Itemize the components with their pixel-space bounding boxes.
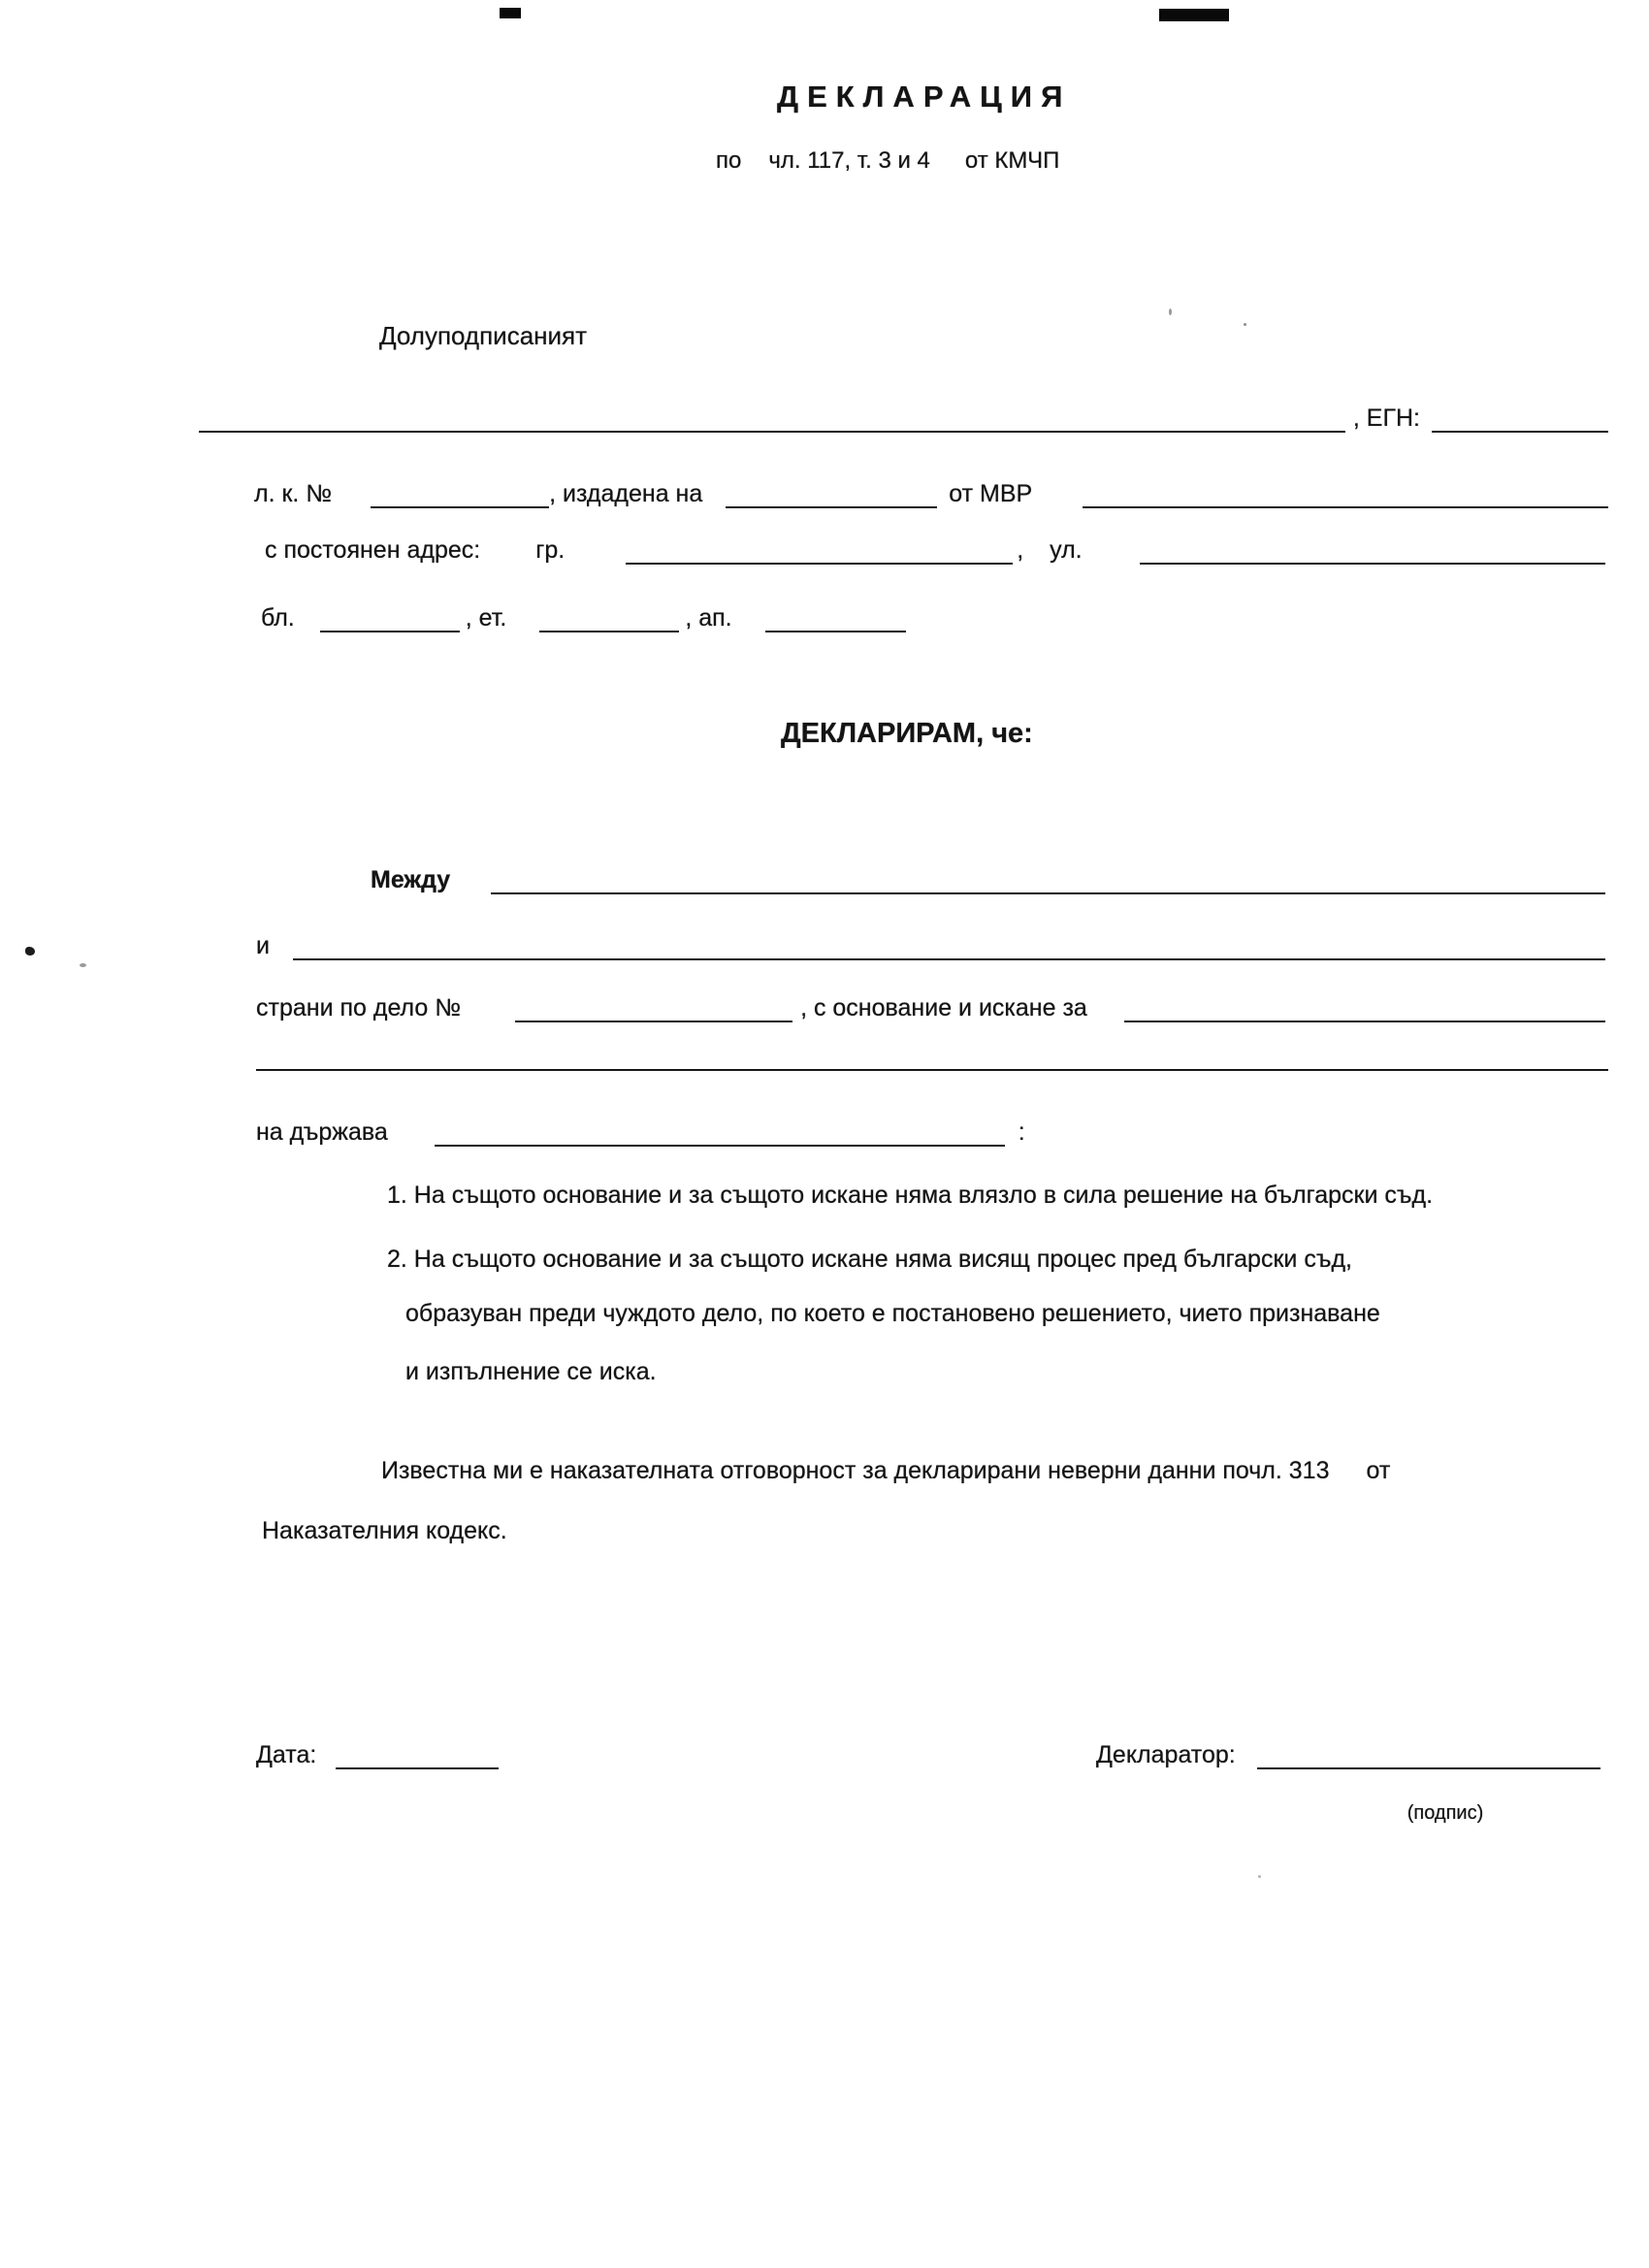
- id-number-blank: [371, 499, 549, 508]
- case-number-blank: [515, 1013, 792, 1022]
- signature-caption: (подпис): [1406, 1802, 1484, 1824]
- floor-label: , ет.: [465, 604, 507, 632]
- row-case-number: [256, 986, 1605, 1022]
- and-label: и: [256, 932, 270, 960]
- block-blank: [320, 623, 460, 632]
- scan-speck: [1258, 1875, 1261, 1878]
- intro-label: Долуподписаният: [379, 321, 588, 350]
- grounds-continuation-blank: [256, 1069, 1608, 1071]
- apartment-blank: [765, 623, 906, 632]
- date-blank: [336, 1760, 499, 1769]
- row-name-egn: [199, 396, 1608, 433]
- liability-line-1-row: [381, 1457, 1390, 1490]
- floor-blank: [539, 623, 679, 632]
- city-comma: ,: [1017, 536, 1024, 565]
- issue-date-blank: [726, 499, 937, 508]
- row-and: [256, 925, 1605, 960]
- block-label: бл.: [261, 604, 295, 632]
- subtitle-article: чл. 117, т. 3 и 4: [768, 147, 930, 174]
- scan-artifact-top-left: [500, 8, 521, 18]
- party-one-blank: [491, 885, 1605, 894]
- between-label: Между: [371, 866, 451, 894]
- statement-item-2: 2. На същото основание и за същото искане няма висящ процес пред български съд,: [387, 1246, 1352, 1273]
- declare-heading: ДЕКЛАРИРАМ, че:: [781, 718, 1033, 749]
- liability-line-1-tail: от: [1366, 1457, 1391, 1484]
- grounds-blank: [1124, 1013, 1605, 1022]
- document-title: ДЕКЛАРАЦИЯ: [777, 80, 1072, 113]
- party-two-blank: [293, 951, 1605, 960]
- issued-by-label: от МВР: [949, 480, 1033, 508]
- date-label: Дата:: [256, 1741, 317, 1769]
- declarant-signature-blank: [1257, 1760, 1600, 1769]
- egn-label: , ЕГН:: [1352, 405, 1420, 433]
- issued-on-label: , издадена на: [549, 480, 703, 508]
- liability-line-2: Наказателния кодекс.: [262, 1517, 507, 1544]
- scan-speck: [1169, 308, 1172, 315]
- state-blank: [435, 1137, 1005, 1147]
- issuer-blank: [1083, 499, 1608, 508]
- row-state: [256, 1110, 1025, 1147]
- address-label: с постоянен адрес:: [265, 536, 481, 565]
- case-number-label: страни по дело №: [256, 994, 462, 1022]
- row-address: [265, 528, 1605, 565]
- row-block-floor-apt: [261, 596, 906, 632]
- scan-speck: [80, 963, 86, 967]
- id-card-label: л. к. №: [254, 480, 333, 508]
- city-blank: [626, 555, 1013, 565]
- grounds-label: , с основание и искане за: [800, 994, 1087, 1022]
- scan-speck: [25, 947, 35, 956]
- subtitle-suffix: от КМЧП: [964, 147, 1060, 174]
- declarant-label: Декларатор:: [1096, 1741, 1236, 1769]
- city-label: гр.: [535, 536, 566, 565]
- street-blank: [1140, 555, 1605, 565]
- name-blank: [199, 423, 1345, 433]
- apartment-label: , ап.: [685, 604, 732, 632]
- statement-item-1: 1. На същото основание и за същото искане няма влязло в сила решение на български съд.: [387, 1182, 1434, 1209]
- egn-blank: [1432, 423, 1608, 433]
- row-id-card: [254, 471, 1608, 508]
- document-subtitle: [716, 147, 1059, 175]
- statement-item-2-line-3: и изпълнение се иска.: [405, 1358, 657, 1385]
- statement-item-2-line-2: образуван преди чуждото дело, по което е постановено решението, чието признаване: [405, 1300, 1380, 1327]
- street-label: ул.: [1050, 536, 1083, 565]
- row-declarant: [1096, 1734, 1600, 1769]
- state-label: на държава: [256, 1118, 388, 1147]
- row-date: [256, 1734, 499, 1769]
- scan-speck: [1244, 323, 1246, 326]
- liability-line-1: Известна ми е наказателната отговорност за декларирани неверни данни почл. 313: [381, 1457, 1330, 1484]
- state-colon: :: [1018, 1118, 1025, 1147]
- scan-artifact-top-right: [1159, 9, 1229, 21]
- subtitle-prefix: по: [716, 147, 742, 174]
- row-between: [371, 859, 1605, 894]
